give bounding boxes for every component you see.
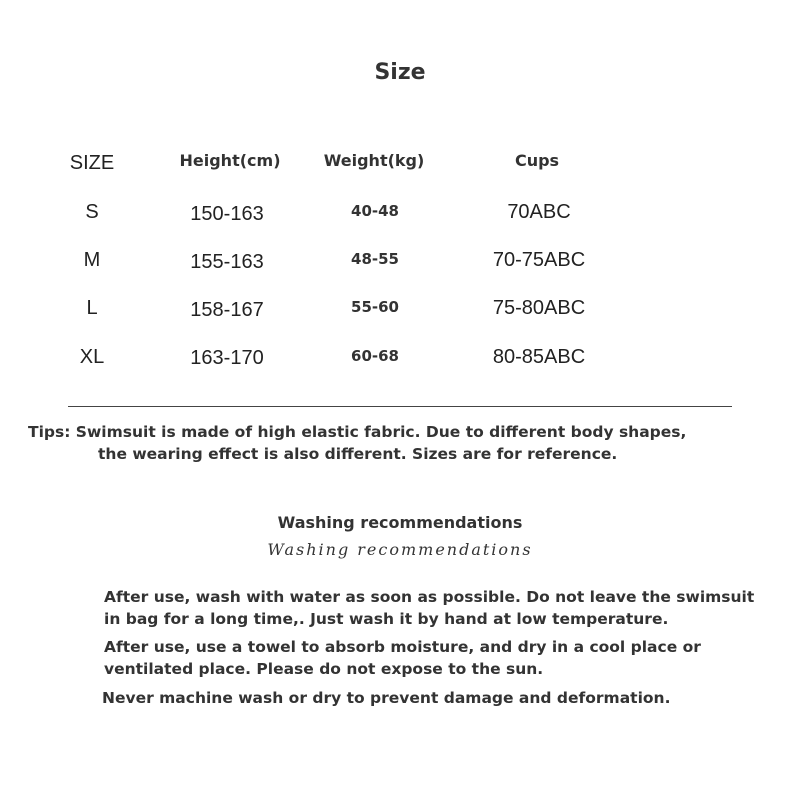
table-cell-height: 150-163 xyxy=(190,203,264,225)
paragraph-line: Never machine wash or dry to prevent damage and deformation. xyxy=(102,689,671,707)
paragraph-line: ventilated place. Please do not expose to the sun. xyxy=(104,660,544,678)
table-cell-size: M xyxy=(83,249,101,271)
tips-line: Tips: Swimsuit is made of high elastic fabric. Due to different body shapes, xyxy=(28,423,687,441)
table-header-size: SIZE xyxy=(69,152,115,174)
table-cell-size: XL xyxy=(79,346,105,368)
tips-line: the wearing effect is also different. Sizes are for reference. xyxy=(98,445,618,463)
washing-paragraph xyxy=(104,636,784,680)
page-title: Size xyxy=(374,60,426,85)
table-header-cups: Cups xyxy=(514,151,560,170)
washing-paragraph xyxy=(102,687,782,709)
washing-script-title: Washing recommendations xyxy=(267,540,533,559)
washing-title: Washing recommendations xyxy=(277,513,523,532)
table-cell-height: 163-170 xyxy=(190,347,264,369)
washing-paragraph xyxy=(104,586,784,630)
paragraph-line: in bag for a long time,. Just wash it by hand at low temperature. xyxy=(104,610,669,628)
table-cell-weight: 40-48 xyxy=(351,202,399,220)
table-cell-height: 155-163 xyxy=(190,251,264,273)
table-cell-weight: 48-55 xyxy=(351,250,399,268)
table-cell-size: L xyxy=(86,297,98,319)
table-cell-cups: 80-85ABC xyxy=(492,346,586,368)
table-cell-cups: 75-80ABC xyxy=(492,297,586,319)
table-cell-height: 158-167 xyxy=(190,299,264,321)
table-cell-weight: 60-68 xyxy=(351,347,399,365)
paragraph-line: After use, use a towel to absorb moisture, and dry in a cool place or xyxy=(104,638,701,656)
paragraph-line: After use, wash with water as soon as possible. Do not leave the swimsuit xyxy=(104,588,755,606)
table-header-weight: Weight(kg) xyxy=(323,151,425,170)
table-header-height: Height(cm) xyxy=(179,151,281,170)
divider xyxy=(68,406,732,407)
table-cell-size: S xyxy=(85,201,99,223)
table-cell-weight: 55-60 xyxy=(351,298,399,316)
tips-text xyxy=(28,421,748,465)
table-cell-cups: 70-75ABC xyxy=(492,249,586,271)
table-cell-cups: 70ABC xyxy=(507,201,571,223)
